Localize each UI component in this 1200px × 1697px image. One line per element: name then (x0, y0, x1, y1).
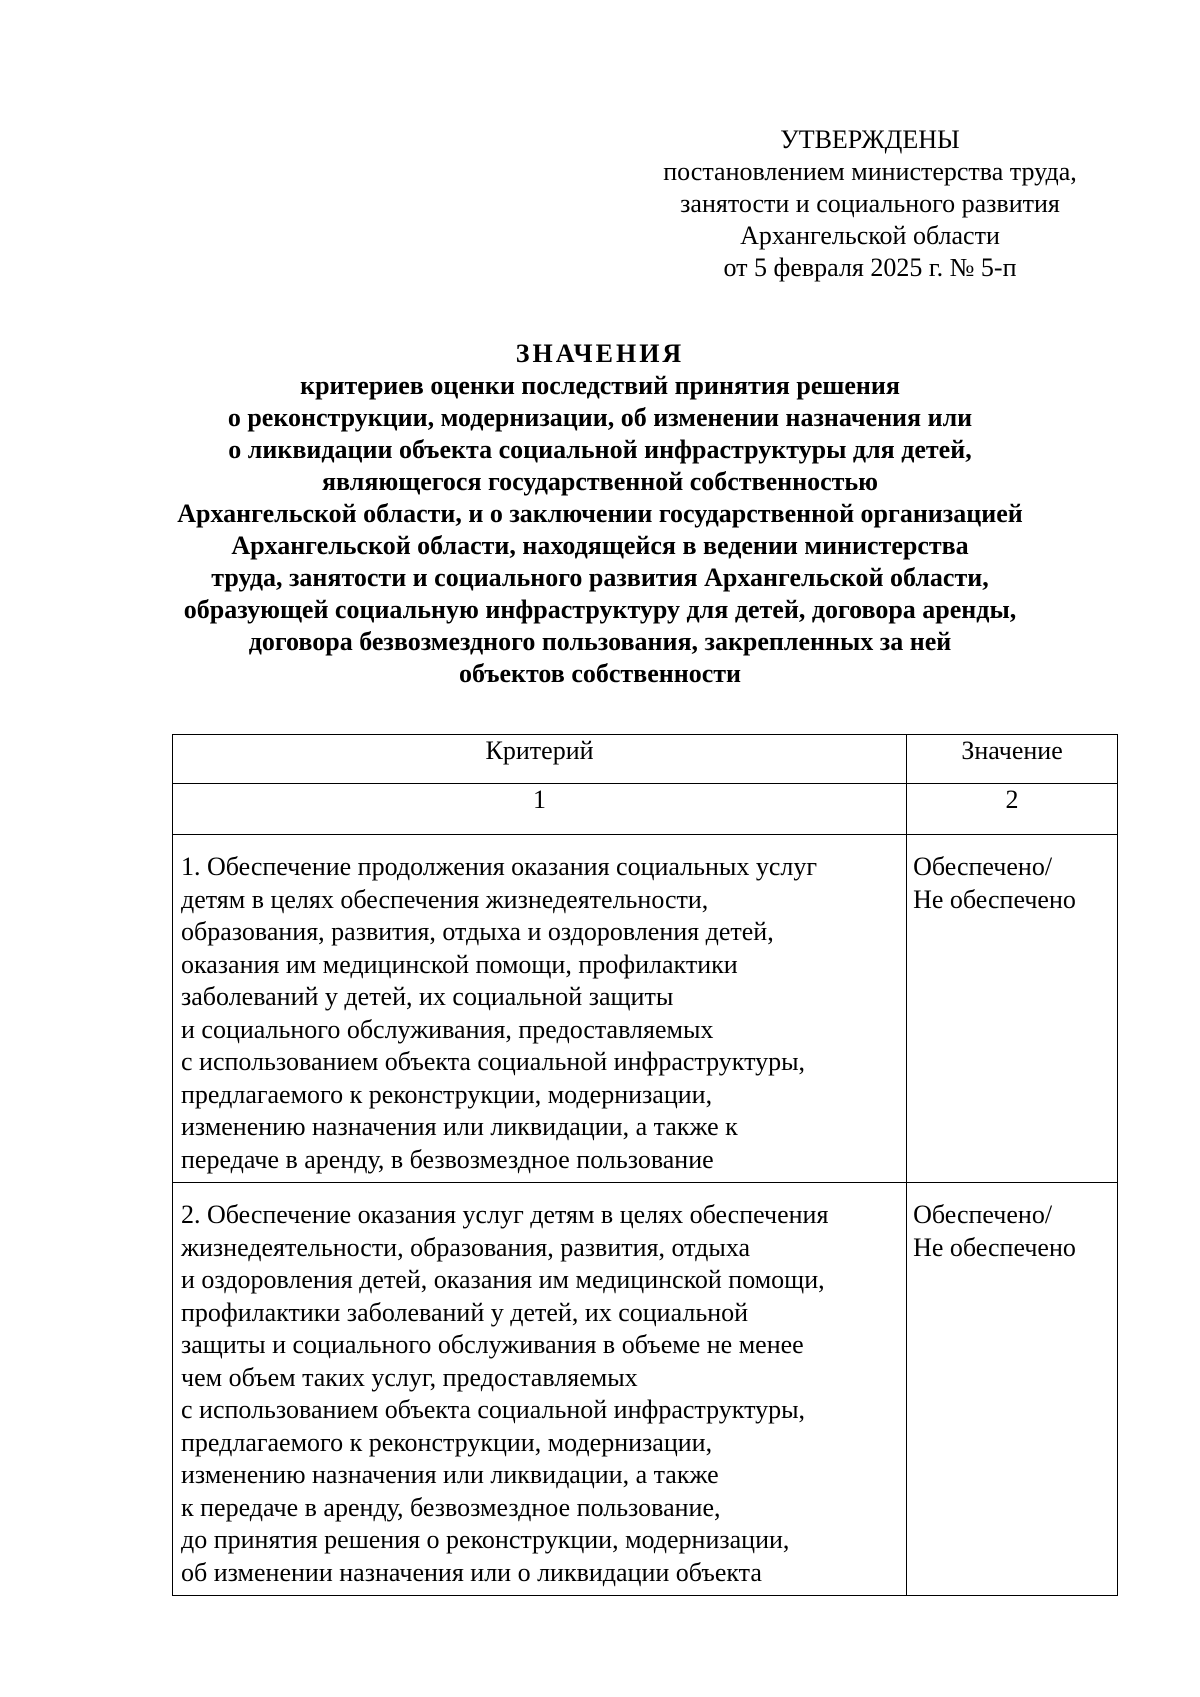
title-line: образующей социальную инфраструктуру для детей, договора аренды, (183, 595, 1017, 624)
document-title (130, 338, 1070, 690)
criterion-text: изменению назначения или ликвидации, а также (181, 1460, 719, 1489)
criterion-text: 1. Обеспечение продолжения оказания социальных услуг (181, 852, 818, 881)
criterion-text: защиты и социального обслуживания в объеме не менее (181, 1330, 804, 1359)
criterion-text: оказания им медицинской помощи, профилактики (181, 949, 738, 979)
criterion-text: до принятия решения о реконструкции, модернизации, (181, 1525, 790, 1554)
title-line: объектов собственности (458, 659, 742, 688)
approval-heading: УТВЕРЖДЕНЫ (780, 125, 960, 154)
title-line: Архангельской области, находящейся в ведении министерства (231, 531, 969, 560)
value-cell (907, 835, 1118, 1183)
criterion-text: предлагаемого к реконструкции, модернизации, (181, 1427, 713, 1457)
title-line: являющегося государственной собственностью (321, 467, 879, 496)
criterion-text: об изменении назначения или о ликвидации объекта (181, 1557, 762, 1587)
criterion-text: детям в целях обеспечения жизнедеятельности, (181, 884, 709, 914)
approval-line: постановлением министерства труда, (663, 157, 1077, 186)
criterion-text: передаче в аренду, в безвозмездное пользование (181, 1144, 714, 1174)
title-line: труда, занятости и социального развития Архангельской области, (211, 563, 989, 592)
approval-date-number: от 5 февраля 2025 г. № 5-п (723, 253, 1017, 282)
value-text: Не обеспечено (913, 884, 1076, 914)
criterion-cell (173, 1183, 907, 1596)
criterion-text: жизнедеятельности, образования, развития, отдыха (181, 1232, 751, 1262)
value-text: Обеспечено/ (913, 852, 1053, 881)
criterion-text: профилактики заболеваний у детей, их социальной (181, 1297, 749, 1327)
header-value: Значение (907, 735, 1118, 784)
value-text: Не обеспечено (913, 1232, 1076, 1262)
title-line: о ликвидации объекта социальной инфраструктуры для детей, (228, 435, 972, 464)
criterion-text: изменению назначения или ликвидации, а также к (181, 1112, 738, 1141)
criterion-text: и социального обслуживания, предоставляемых (181, 1014, 714, 1044)
title-line: о реконструкции, модернизации, об изменении назначения или (227, 403, 973, 432)
value-text: Обеспечено/ (913, 1200, 1053, 1229)
criterion-text: чем объем таких услуг, предоставляемых (181, 1362, 638, 1392)
approval-line: Архангельской области (740, 221, 1000, 250)
title-line: договора безвозмездного пользования, закрепленных за ней (248, 627, 952, 656)
criteria-table (172, 734, 1118, 1596)
value-cell (907, 1183, 1118, 1596)
approval-line: занятости и социального развития (680, 189, 1060, 218)
criterion-text: образования, развития, отдыха и оздоровления детей, (181, 917, 774, 946)
header-criterion: Критерий (173, 735, 907, 784)
title-heading: ЗНАЧЕНИЯ (515, 339, 685, 368)
table-row (173, 1183, 1118, 1596)
table-header-row (173, 735, 1118, 784)
column-number-2: 2 (907, 784, 1118, 835)
criterion-text: с использованием объекта социальной инфраструктуры, (181, 1047, 806, 1076)
title-line: Архангельской области, и о заключении государственной организацией (177, 499, 1023, 528)
criterion-text: 2. Обеспечение оказания услуг детям в целях обеспечения (181, 1200, 829, 1229)
criterion-text: предлагаемого к реконструкции, модернизации, (181, 1079, 713, 1109)
criterion-cell (173, 835, 907, 1183)
column-number-1: 1 (173, 784, 907, 835)
criterion-text: с использованием объекта социальной инфраструктуры, (181, 1395, 806, 1424)
criterion-text: к передаче в аренду, безвозмездное пользование, (181, 1492, 721, 1522)
title-line: критериев оценки последствий принятия решения (300, 371, 900, 400)
column-number-row (173, 784, 1118, 835)
criterion-text: заболеваний у детей, их социальной защиты (181, 982, 674, 1011)
approval-stamp (620, 124, 1120, 284)
table-row (173, 835, 1118, 1183)
criterion-text: и оздоровления детей, оказания им медицинской помощи, (181, 1265, 825, 1294)
